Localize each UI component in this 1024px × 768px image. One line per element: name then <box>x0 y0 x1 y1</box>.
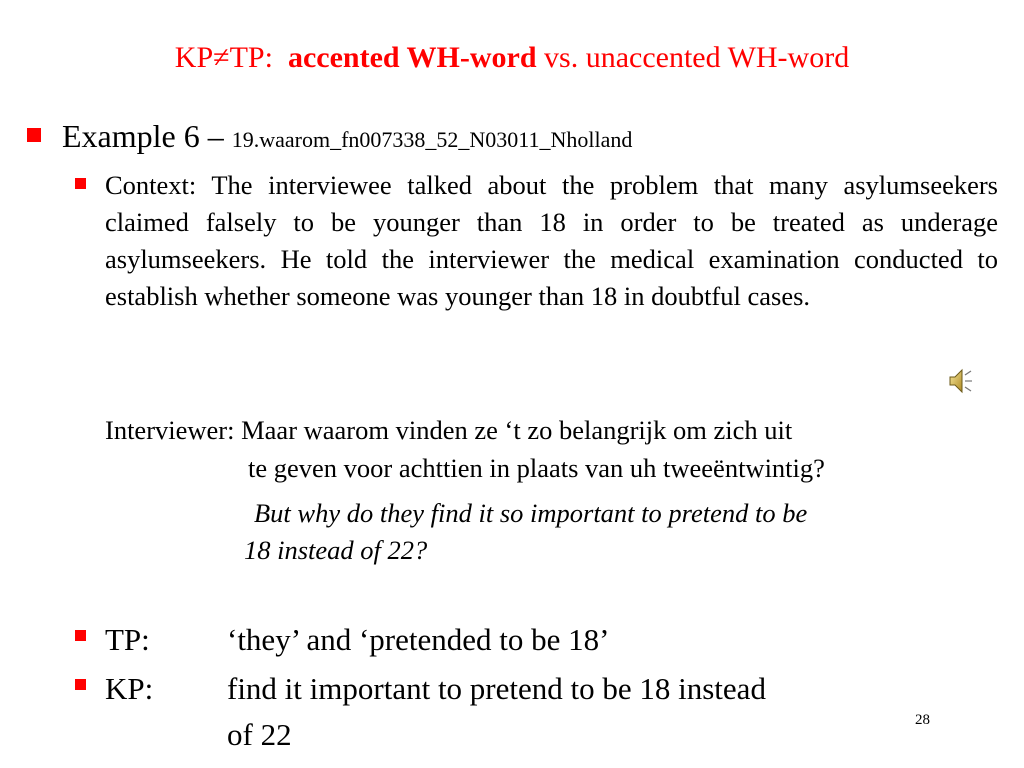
context-paragraph: Context: The interviewee talked about the problem that many asylumseekers claimed falsely to be younger than 18 in order to be treated as underage asylumseekers. He told the interviewer the medical examination conducted to establish whether someone was younger than 18 in doubtful cases. <box>105 170 998 311</box>
translation-line-2: 18 instead of 22? <box>244 535 428 565</box>
example-label: Example 6 – <box>62 118 224 154</box>
example-heading <box>62 117 632 159</box>
tp-text: ‘they’ and ‘pretended to be 18’ <box>227 622 610 657</box>
title-prefix: KP≠TP: <box>174 41 273 74</box>
bullet-square-icon <box>75 679 86 690</box>
tp-label: TP: <box>105 622 150 657</box>
kp-label: KP: <box>105 671 154 706</box>
speaker-icon[interactable] <box>948 366 974 396</box>
dialog-line-1: Interviewer: Maar waarom vinden ze ‘t zo belangrijk om zich uit <box>105 415 793 445</box>
title-bold: accented WH-word <box>287 41 537 74</box>
dialog-line-2: te geven voor achttien in plaats van uh tweeëntwintig? <box>248 453 825 483</box>
example-code: 19.waarom_fn007338_52_N03011_Nholland <box>231 127 633 152</box>
slide-number: 28 <box>915 712 930 728</box>
slide-title <box>0 40 1024 76</box>
bullet-square-icon <box>27 128 41 142</box>
kp-text-line-2: of 22 <box>227 717 292 752</box>
title-suffix: vs. unaccented WH-word <box>544 41 850 74</box>
bullet-square-icon <box>75 178 86 189</box>
bullet-square-icon <box>75 630 86 641</box>
translation-line-1: But why do they find it so important to pretend to be <box>254 498 808 528</box>
kp-text-line-1: find it important to pretend to be 18 instead <box>227 671 766 706</box>
